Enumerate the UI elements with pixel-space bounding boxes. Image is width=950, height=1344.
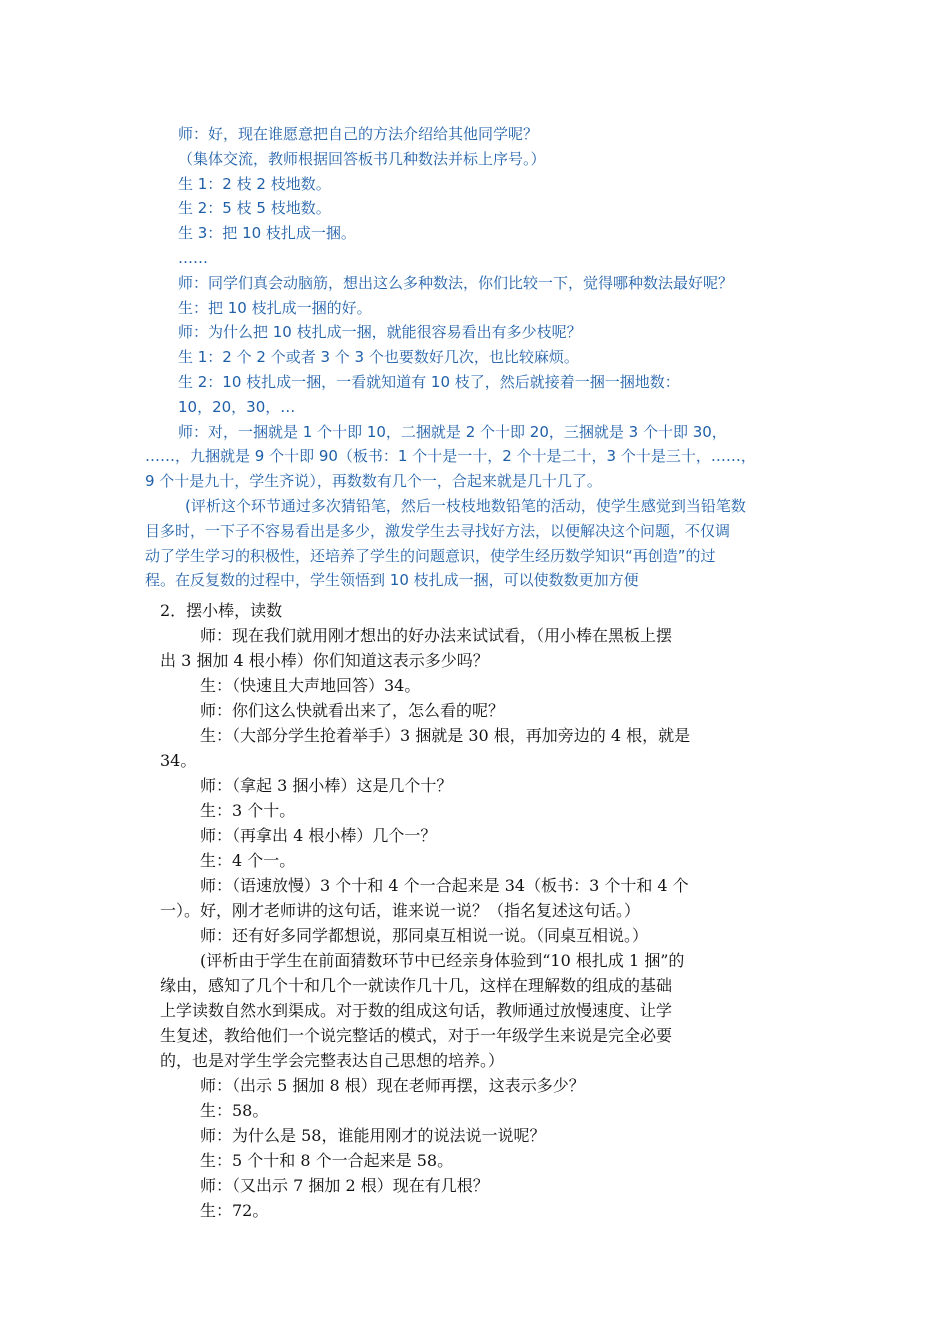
text-line: 生 3：把 10 枝扎成一捆。	[178, 224, 356, 243]
text-line: 出 3 捆加 4 根小棒）你们知道这表示多少吗？	[160, 651, 489, 670]
commentary-line: 的，也是对学生学会完整表达自己思想的培养。）	[160, 1051, 505, 1070]
text-line: 34。	[160, 751, 197, 770]
text-line: 生 1：2 枝 2 枝地数。	[178, 174, 331, 193]
text-line: ……，九捆就是 9 个十即 90（板书：1 个十是一十，2 个十是二十，3 个十是三十，……，	[145, 447, 756, 466]
text-line: 生：3 个十。	[200, 801, 296, 820]
text-line: 生：（快速且大声地回答）34。	[200, 676, 421, 695]
commentary-line: 目多时，一下子不容易看出是多少，激发学生去寻找好方法，以便解决这个问题，不仅调	[145, 521, 731, 540]
text-line: 师：还有好多同学都想说，那同桌互相说一说。（同桌互相说。）	[200, 926, 649, 945]
text-line: 师：（又出示 7 捆加 2 根）现在有几根？	[200, 1176, 489, 1195]
text-line: 9 个十是九十，学生齐说），再数数有几个一，合起来就是几十几了。	[145, 472, 602, 491]
commentary-line: 程。在反复数的过程中，学生领悟到 10 枝扎成一捆，可以使数数更加方便	[145, 571, 639, 590]
commentary-line: 生复述，教给他们一个说完整话的模式，对于一年级学生来说是完全必要	[160, 1026, 673, 1045]
text-line: 师：（拿起 3 捆小棒）这是几个十？	[200, 776, 453, 795]
text-line: 师：（再拿出 4 根小棒）几个一？	[200, 826, 437, 845]
text-line: 生：把 10 枝扎成一捆的好。	[178, 298, 372, 317]
text-line: 生：（大部分学生抢着举手）3 捆就是 30 根，再加旁边的 4 根，就是	[200, 726, 691, 745]
text-line: 生 1：2 个 2 个或者 3 个 3 个也要数好几次，也比较麻烦。	[178, 348, 579, 367]
text-line: 生：58。	[200, 1101, 269, 1120]
text-line: 师：同学们真会动脑筋，想出这么多种数法，你们比较一下，觉得哪种数法最好呢？	[178, 273, 734, 292]
text-line: 师：（语速放慢）3 个十和 4 个一合起来是 34（板书：3 个十和 4 个	[200, 876, 689, 895]
text-line: 生：5 个十和 8 个一合起来是 58。	[200, 1151, 454, 1170]
text-line: 生：4 个一。	[200, 851, 296, 870]
commentary-line: (评析这个环节通过多次猜铅笔，然后一枝枝地数铅笔的活动，使学生感觉到当铅笔数	[185, 496, 746, 515]
text-line: 师：对，一捆就是 1 个十即 10，二捆就是 2 个十即 20，三捆就是 3 个十即 30，	[178, 422, 727, 441]
text-line: 生：72。	[200, 1201, 269, 1220]
text-line: （集体交流，教师根据回答板书几种数法并标上序号。）	[178, 149, 546, 168]
text-line: 一）。好，刚才老师讲的这句话，谁来说一说？（指名复述这句话。）	[160, 901, 641, 920]
text-line: 师：你们这么快就看出来了，怎么看的呢？	[200, 701, 505, 720]
text-line: 师：好，现在谁愿意把自己的方法介绍给其他同学呢？	[178, 125, 539, 143]
text-line: 师：现在我们就用刚才想出的好办法来试试看，（用小棒在黑板上摆	[200, 626, 673, 645]
commentary-line: 缘由，感知了几个十和几个一就读作几十几，这样在理解数的组成的基础	[160, 976, 673, 995]
commentary-line: 动了学生学习的积极性，还培养了学生的问题意识，使学生经历数学知识“再创造”的过	[145, 546, 716, 565]
text-line: 生 2：5 枝 5 枝地数。	[178, 199, 331, 218]
text-line: 师：为什么是 58，谁能用刚才的说法说一说呢？	[200, 1126, 546, 1145]
commentary-line: 上学读数自然水到渠成。对于数的组成这句话，教师通过放慢速度、让学	[160, 1001, 673, 1020]
text-line: 师：（出示 5 捆加 8 根）现在老师再摆，这表示多少？	[200, 1076, 585, 1095]
text-line: ……	[178, 248, 208, 267]
text-line: 10，20，30，…	[178, 397, 296, 416]
black-lesson-section	[160, 598, 795, 1223]
text-line: 生 2：10 枝扎成一捆，一看就知道有 10 枝了，然后就接着一捆一捆地数：	[178, 372, 680, 391]
commentary-line: (评析由于学生在前面猜数环节中已经亲身体验到“10 根扎成 1 捆”的	[200, 951, 685, 970]
text-line: 师：为什么把 10 枝扎成一捆，就能很容易看出有多少枝呢？	[178, 323, 582, 342]
blue-dialogue-section	[145, 122, 815, 593]
section-heading: 2．摆小棒，读数	[160, 601, 283, 620]
